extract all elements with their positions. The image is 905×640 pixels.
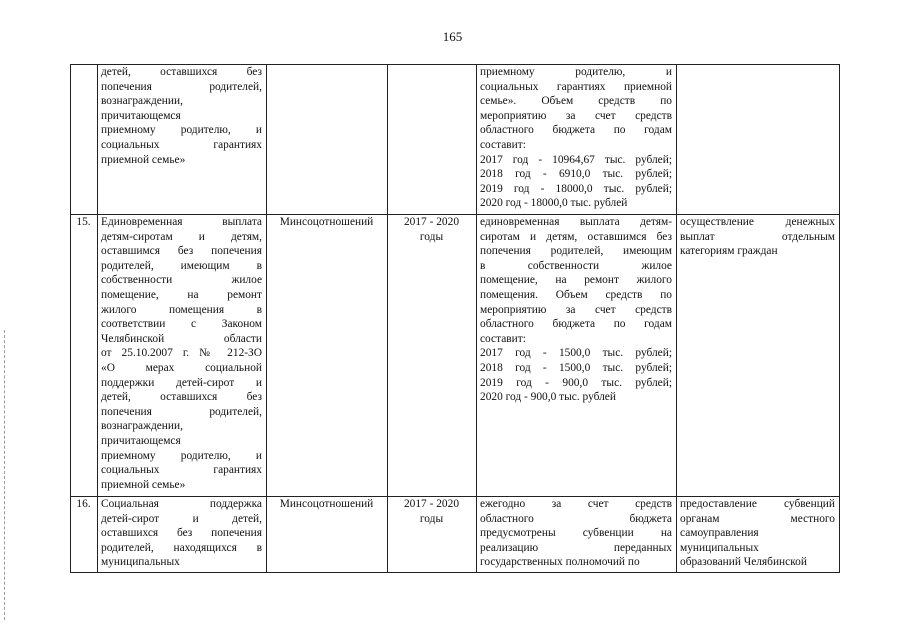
result-line: осуществление денежных <box>680 216 835 228</box>
row-number <box>71 65 98 215</box>
event-name-cell <box>98 497 267 573</box>
event-line: «О мерах социальной <box>101 361 262 374</box>
event-line: детей-сирот и детей, <box>101 512 262 525</box>
event-line: Единовременная выплата <box>101 216 262 228</box>
table-body <box>71 65 840 573</box>
event-line: от 25.10.2007 г. № 212-ЗО <box>101 347 262 360</box>
page-number: 165 <box>442 29 463 44</box>
funding-line: 2017 год - 10964,67 тыс. рублей; <box>480 153 672 166</box>
table-row <box>71 215 840 497</box>
funding-line: областного бюджета по годам <box>480 318 672 331</box>
funding-line: помещение, на ремонт жилого <box>480 274 672 287</box>
event-line: вознаграждении, <box>101 95 183 108</box>
event-line: вознаграждении, <box>101 420 183 433</box>
event-line: оставшихся без попечения <box>101 527 262 540</box>
event-line: жилого помещения в <box>101 303 262 316</box>
executor-cell <box>267 65 388 215</box>
result-line: органам местного <box>680 512 835 525</box>
funding-line: 2018 год - 1500,0 тыс. рублей; <box>480 361 672 374</box>
event-line: причитающемся <box>101 434 181 447</box>
page-edge-line <box>4 330 6 620</box>
period-line: годы <box>419 230 444 243</box>
event-line: детям-сиротам и детям, <box>101 230 262 243</box>
funding-line: областного бюджета <box>480 512 672 525</box>
result-cell <box>677 215 840 497</box>
event-line: приемному родителю, и <box>101 449 262 462</box>
result-line: самоуправления <box>680 527 759 540</box>
funding-line: 2019 год - 900,0 тыс. рублей; <box>480 376 672 389</box>
event-line: собственности жилое <box>101 274 262 287</box>
event-line: приемному родителю, и <box>101 124 262 137</box>
funding-line: предусмотрены субвенции на <box>480 527 672 540</box>
funding-line: 2020 год - 900,0 тыс. рублей <box>480 391 616 404</box>
event-line: муниципальных <box>101 556 180 569</box>
event-line: поддержки детей-сирот и <box>101 376 262 389</box>
result-cell <box>677 497 840 573</box>
result-line: выплат отдельным <box>680 230 835 243</box>
result-line: предоставление субвенций <box>680 498 835 510</box>
event-line: приемной семье» <box>101 478 186 491</box>
period-cell <box>388 215 477 497</box>
funding-line: 2017 год - 1500,0 тыс. рублей; <box>480 347 672 360</box>
event-name-cell <box>98 215 267 497</box>
table-row <box>71 65 840 215</box>
funding-line: реализацию переданных <box>480 541 672 554</box>
funding-line: приемному родителю, и <box>480 66 672 78</box>
funding-cell <box>477 215 677 497</box>
period-line: 2017 - 2020 <box>403 216 460 228</box>
funding-line: ежегодно за счет средств <box>480 498 672 510</box>
event-line: попечения родителей, <box>101 405 262 418</box>
executor-cell: Минсоцотношений <box>267 497 388 573</box>
result-line: муниципальных <box>680 541 759 554</box>
event-line: социальных гарантиях <box>101 138 262 151</box>
event-line: детей, оставшихся без <box>101 391 262 404</box>
row-number: 15. <box>71 215 98 497</box>
event-line: родителей, имеющим в <box>101 259 262 272</box>
funding-line: сиротам и детям, оставшимся без <box>480 230 672 243</box>
event-line: Социальная поддержка <box>101 498 262 510</box>
period-line: годы <box>419 512 444 525</box>
event-line: причитающемся <box>101 109 181 122</box>
funding-line: областного бюджета по годам <box>480 124 672 137</box>
funding-line: мероприятию за счет средств <box>480 109 672 122</box>
event-line: попечения родителей, <box>101 80 262 93</box>
funding-line: 2019 год - 18000,0 тыс. рублей; <box>480 182 672 195</box>
event-line: соответствии с Законом <box>101 318 262 331</box>
funding-line: помещения. Объем средств по <box>480 288 672 301</box>
event-line: родителей, находящихся в <box>101 541 262 554</box>
event-line: Челябинской области <box>101 332 262 345</box>
event-line: оставшимся без попечения <box>101 245 262 258</box>
funding-line: в собственности жилое <box>480 259 672 272</box>
funding-line: попечения родителей, имеющим <box>480 245 672 258</box>
period-cell <box>388 497 477 573</box>
row-number: 16. <box>71 497 98 573</box>
funding-line: составит: <box>480 332 526 345</box>
result-line: категориям граждан <box>680 245 778 258</box>
event-line: помещение, на ремонт <box>101 288 262 301</box>
funding-line: социальных гарантиях приемной <box>480 80 672 93</box>
event-line: социальных гарантиях <box>101 464 262 477</box>
event-line: детей, оставшихся без <box>101 66 262 78</box>
funding-line: единовременная выплата детям- <box>480 216 672 228</box>
result-line: образований Челябинской <box>680 556 807 569</box>
funding-cell <box>477 65 677 215</box>
funding-line: государственных полномочий по <box>480 556 640 569</box>
table-row <box>71 497 840 573</box>
event-line: приемной семье» <box>101 153 186 166</box>
event-name-cell <box>98 65 267 215</box>
funding-cell <box>477 497 677 573</box>
period-cell <box>388 65 477 215</box>
funding-line: семье». Объем средств по <box>480 95 672 108</box>
funding-line: составит: <box>480 138 526 151</box>
executor-cell: Минсоцотношений <box>267 215 388 497</box>
funding-line: мероприятию за счет средств <box>480 303 672 316</box>
program-table <box>70 64 840 573</box>
funding-line: 2020 год - 18000,0 тыс. рублей <box>480 197 628 210</box>
period-line: 2017 - 2020 <box>403 498 460 510</box>
result-cell <box>677 65 840 215</box>
funding-line: 2018 год - 6910,0 тыс. рублей; <box>480 168 672 181</box>
